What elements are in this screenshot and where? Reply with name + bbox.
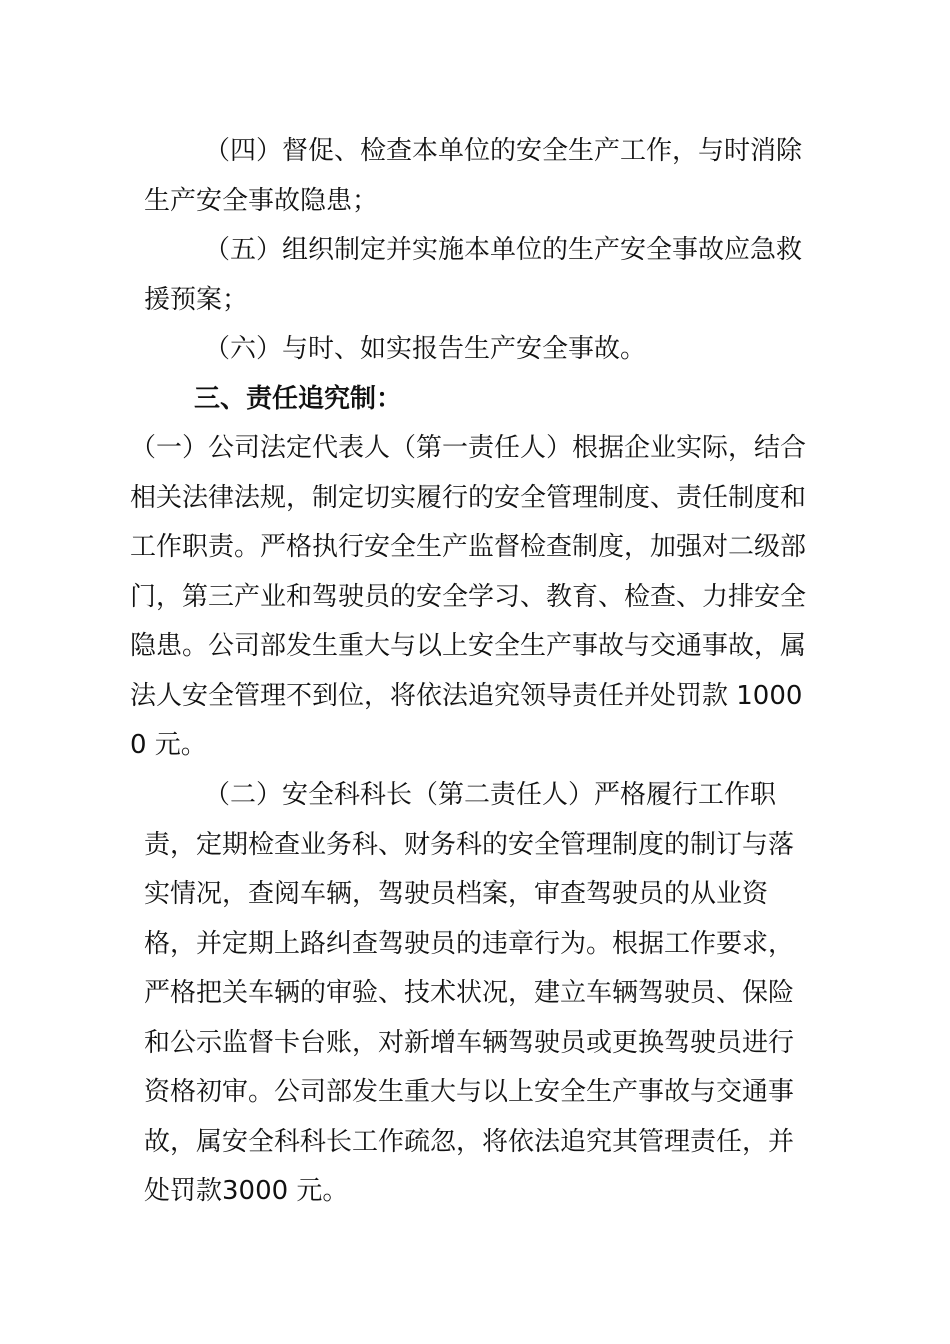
- paragraph-item-6: （六）与时、如实报告生产安全事故。: [204, 334, 647, 364]
- paragraph-item-4: （四）督促、检查本单位的安全生产工作，与时消除生产安全事故隐患；: [144, 136, 803, 216]
- section-3-item-2: （二）安全科科长（第二责任人）严格履行工作职责，定期检查业务科、财务科的安全管理制度的制订与落实情况，查阅车辆，驾驶员档案，审查驾驶员的从业资格，并定期上路纠查驾驶员的违章行为。根据工作要求，严格把关车辆的审验、技术状况，建立车辆驾驶员、保险和公示监督卡台账，对新增车辆驾驶员或更换驾驶员进行资格初审。公司部发生重大与以上安全生产事故与交通事故，属安全科科长工作疏忽，将依法追究其管理责任，并处罚款3000 元。: [144, 780, 795, 1206]
- section-3-item-1: （一）公司法定代表人（第一责任人）根据企业实际，结合相关法律法规，制定切实履行的安全管理制度、责任制度和工作职责。严格执行安全生产监督检查制度，加强对二级部门，第三产业和驾驶员的安全学习、教育、检查、力排安全隐患。公司部发生重大与以上安全生产事故与交通事故，属法人安全管理不到位，将依法追究领导责任并处罚款 10000 元。: [130, 433, 807, 760]
- section-heading-3: 三、责任追究制：: [194, 384, 403, 414]
- paragraph-item-5: （五）组织制定并实施本单位的生产安全事故应急救援预案；: [144, 235, 803, 315]
